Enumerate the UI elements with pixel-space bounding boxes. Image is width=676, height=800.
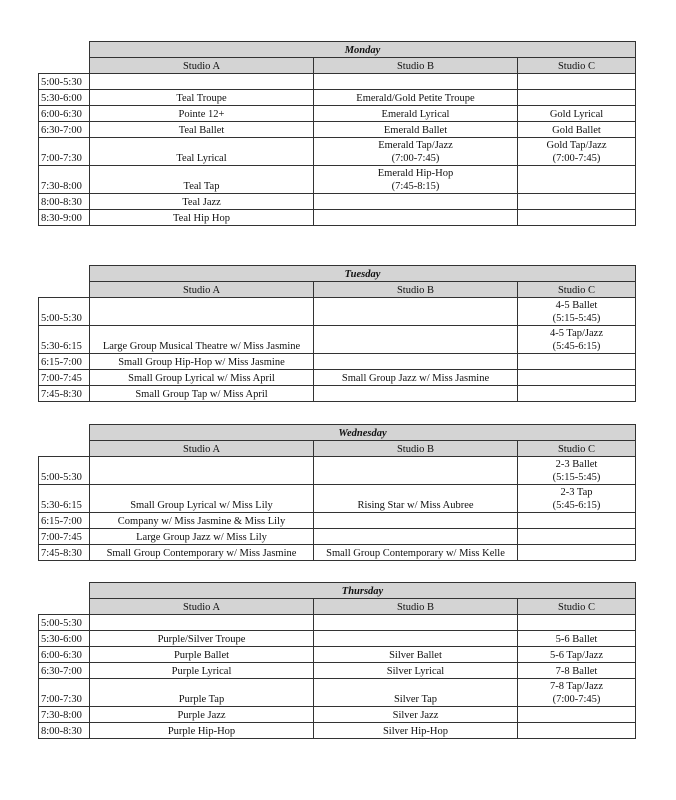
studio-c-cell: 2-3 Tap (5:45-6:15): [518, 485, 636, 513]
studio-a-cell: Teal Ballet: [90, 122, 314, 138]
studio-a-header: Studio A: [90, 58, 314, 74]
studio-c-cell: 5-6 Tap/Jazz: [518, 647, 636, 663]
studio-c-cell: [518, 615, 636, 631]
studio-c-cell: [518, 545, 636, 561]
studio-c-cell: 2-3 Ballet (5:15-5:45): [518, 457, 636, 485]
studio-a-cell: [90, 457, 314, 485]
studio-b-cell: Emerald Tap/Jazz (7:00-7:45): [314, 138, 518, 166]
time-cell: 7:45-8:30: [39, 545, 90, 561]
studio-a-cell: Pointe 12+: [90, 106, 314, 122]
studio-c-cell: [518, 194, 636, 210]
studio-b-cell: Silver Lyrical: [314, 663, 518, 679]
studio-c-cell: Gold Tap/Jazz (7:00-7:45): [518, 138, 636, 166]
studio-a-cell: Small Group Lyrical w/ Miss April: [90, 370, 314, 386]
day-header: Tuesday: [90, 266, 636, 282]
studio-b-cell: [314, 529, 518, 545]
studio-a-cell: Purple Jazz: [90, 707, 314, 723]
table-row: [39, 723, 636, 739]
day-header: Monday: [90, 42, 636, 58]
studio-a-cell: Small Group Lyrical w/ Miss Lily: [90, 485, 314, 513]
studio-c-cell: [518, 90, 636, 106]
studio-b-cell: Rising Star w/ Miss Aubree: [314, 485, 518, 513]
time-cell: 8:00-8:30: [39, 194, 90, 210]
studio-c-cell: [518, 513, 636, 529]
studio-c-cell: [518, 74, 636, 90]
time-cell: 6:15-7:00: [39, 354, 90, 370]
studio-b-cell: [314, 615, 518, 631]
time-cell: 7:30-8:00: [39, 707, 90, 723]
schedule-table-wednesday: [38, 424, 636, 561]
time-cell: 7:00-7:45: [39, 529, 90, 545]
studio-c-cell: 4-5 Tap/Jazz (5:45-6:15): [518, 326, 636, 354]
table-row: [39, 386, 636, 402]
table-row: [39, 326, 636, 354]
table-row: [39, 74, 636, 90]
studio-c-header: Studio C: [518, 58, 636, 74]
studio-c-cell: [518, 210, 636, 226]
table-row: [39, 106, 636, 122]
time-cell: 5:00-5:30: [39, 615, 90, 631]
time-cell: 7:00-7:30: [39, 138, 90, 166]
day-header: Wednesday: [90, 425, 636, 441]
table-row: [39, 485, 636, 513]
time-cell: 8:00-8:30: [39, 723, 90, 739]
studio-c-cell: [518, 166, 636, 194]
time-cell: 5:30-6:00: [39, 90, 90, 106]
table-row: [39, 90, 636, 106]
studio-a-cell: Teal Tap: [90, 166, 314, 194]
time-cell: 7:00-7:30: [39, 679, 90, 707]
studio-c-cell: 7-8 Ballet: [518, 663, 636, 679]
table-row: [39, 370, 636, 386]
day-header: Thursday: [90, 583, 636, 599]
studio-b-cell: [314, 326, 518, 354]
studio-b-header: Studio B: [314, 441, 518, 457]
time-cell: 7:45-8:30: [39, 386, 90, 402]
studio-a-header: Studio A: [90, 599, 314, 615]
time-cell: 5:30-6:15: [39, 326, 90, 354]
table-row: [39, 138, 636, 166]
studio-a-cell: [90, 298, 314, 326]
studio-b-cell: [314, 210, 518, 226]
studio-c-header: Studio C: [518, 282, 636, 298]
time-cell: 7:30-8:00: [39, 166, 90, 194]
studio-b-cell: Silver Tap: [314, 679, 518, 707]
table-row: [39, 210, 636, 226]
schedule-table-monday: [38, 41, 636, 226]
table-row: [39, 166, 636, 194]
studio-a-cell: [90, 615, 314, 631]
studio-c-cell: Gold Ballet: [518, 122, 636, 138]
studio-b-header: Studio B: [314, 282, 518, 298]
time-cell: 5:00-5:30: [39, 74, 90, 90]
studio-b-cell: [314, 74, 518, 90]
table-row: [39, 545, 636, 561]
studio-a-cell: Large Group Musical Theatre w/ Miss Jasmine: [90, 326, 314, 354]
time-cell: 5:30-6:00: [39, 631, 90, 647]
table-row: [39, 663, 636, 679]
studio-a-cell: Small Group Hip-Hop w/ Miss Jasmine: [90, 354, 314, 370]
studio-b-cell: [314, 631, 518, 647]
time-cell: 5:30-6:15: [39, 485, 90, 513]
studio-b-cell: [314, 194, 518, 210]
studio-c-cell: [518, 386, 636, 402]
studio-c-cell: [518, 723, 636, 739]
studio-b-cell: Silver Hip-Hop: [314, 723, 518, 739]
studio-b-cell: Silver Ballet: [314, 647, 518, 663]
table-row: [39, 679, 636, 707]
studio-b-cell: Small Group Jazz w/ Miss Jasmine: [314, 370, 518, 386]
studio-a-cell: [90, 74, 314, 90]
table-row: [39, 457, 636, 485]
table-row: [39, 631, 636, 647]
time-cell: 5:00-5:30: [39, 298, 90, 326]
studio-b-cell: Silver Jazz: [314, 707, 518, 723]
studio-c-cell: [518, 354, 636, 370]
studio-a-header: Studio A: [90, 441, 314, 457]
time-cell: 6:00-6:30: [39, 647, 90, 663]
studio-b-cell: [314, 298, 518, 326]
studio-a-header: Studio A: [90, 282, 314, 298]
table-row: [39, 513, 636, 529]
schedule-table-tuesday: [38, 265, 636, 402]
studio-b-cell: [314, 386, 518, 402]
studio-a-cell: Teal Jazz: [90, 194, 314, 210]
time-cell: 7:00-7:45: [39, 370, 90, 386]
studio-b-cell: Emerald Lyrical: [314, 106, 518, 122]
table-row: [39, 707, 636, 723]
studio-b-cell: Emerald Hip-Hop (7:45-8:15): [314, 166, 518, 194]
studio-b-cell: [314, 354, 518, 370]
studio-b-cell: Small Group Contemporary w/ Miss Kelle: [314, 545, 518, 561]
table-row: [39, 615, 636, 631]
studio-a-cell: Purple/Silver Troupe: [90, 631, 314, 647]
studio-a-cell: Teal Lyrical: [90, 138, 314, 166]
studio-b-header: Studio B: [314, 58, 518, 74]
studio-a-cell: Purple Lyrical: [90, 663, 314, 679]
studio-c-cell: [518, 707, 636, 723]
studio-b-cell: Emerald/Gold Petite Troupe: [314, 90, 518, 106]
time-cell: 6:00-6:30: [39, 106, 90, 122]
studio-b-cell: [314, 513, 518, 529]
table-row: [39, 647, 636, 663]
studio-c-cell: [518, 529, 636, 545]
studio-a-cell: Teal Troupe: [90, 90, 314, 106]
studio-a-cell: Company w/ Miss Jasmine & Miss Lily: [90, 513, 314, 529]
table-row: [39, 354, 636, 370]
studio-a-cell: Purple Hip-Hop: [90, 723, 314, 739]
studio-a-cell: Purple Tap: [90, 679, 314, 707]
studio-a-cell: Small Group Tap w/ Miss April: [90, 386, 314, 402]
table-row: [39, 298, 636, 326]
time-cell: 5:00-5:30: [39, 457, 90, 485]
studio-c-cell: 4-5 Ballet (5:15-5:45): [518, 298, 636, 326]
time-cell: 6:30-7:00: [39, 122, 90, 138]
studio-b-header: Studio B: [314, 599, 518, 615]
studio-a-cell: Small Group Contemporary w/ Miss Jasmine: [90, 545, 314, 561]
studio-c-cell: 7-8 Tap/Jazz (7:00-7:45): [518, 679, 636, 707]
time-cell: 6:30-7:00: [39, 663, 90, 679]
studio-b-cell: Emerald Ballet: [314, 122, 518, 138]
table-row: [39, 194, 636, 210]
studio-c-header: Studio C: [518, 599, 636, 615]
studio-a-cell: Large Group Jazz w/ Miss Lily: [90, 529, 314, 545]
studio-c-cell: [518, 370, 636, 386]
time-cell: 8:30-9:00: [39, 210, 90, 226]
table-row: [39, 529, 636, 545]
schedule-table-thursday: [38, 582, 636, 739]
studio-b-cell: [314, 457, 518, 485]
studio-c-header: Studio C: [518, 441, 636, 457]
table-row: [39, 122, 636, 138]
studio-c-cell: 5-6 Ballet: [518, 631, 636, 647]
studio-a-cell: Purple Ballet: [90, 647, 314, 663]
studio-a-cell: Teal Hip Hop: [90, 210, 314, 226]
time-cell: 6:15-7:00: [39, 513, 90, 529]
studio-c-cell: Gold Lyrical: [518, 106, 636, 122]
